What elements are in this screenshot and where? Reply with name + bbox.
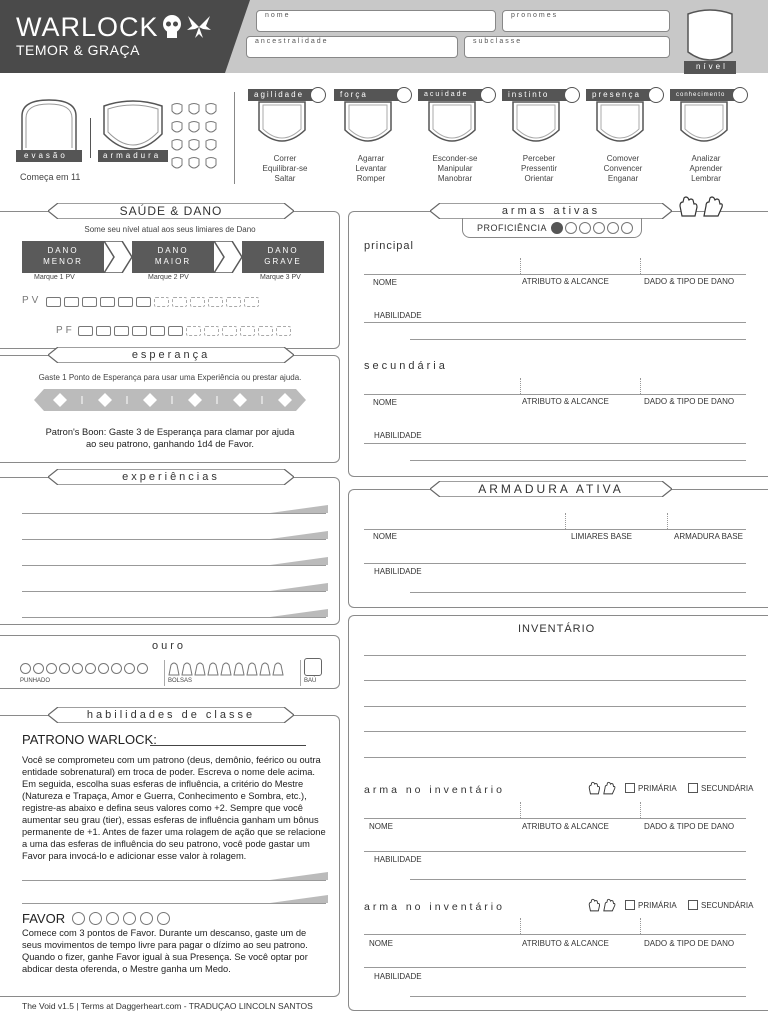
inv2-secondary-label: SECUNDÁRIA: [701, 901, 754, 910]
evasion-label: evasão: [24, 151, 68, 160]
trait-agility[interactable]: agilidade Correr Equilibrar-se Saltar: [246, 86, 330, 186]
inv2-feature-line-2[interactable]: [410, 996, 746, 997]
handful-track[interactable]: [20, 663, 148, 674]
title-block: [0, 0, 250, 73]
secondary-line[interactable]: [364, 394, 746, 395]
weapons-title: armas ativas: [501, 205, 601, 217]
gold-divider-1: [164, 660, 165, 686]
inv2-primary-label: PRIMÁRIA: [638, 901, 677, 910]
inventory-title: INVENTÁRIO: [518, 623, 596, 635]
trait-finesse[interactable]: acuidade Esconder-se Manipular Manobrar: [416, 86, 500, 186]
trait-knowledge[interactable]: conhecimento Analizar Aprender Lembrar: [668, 86, 758, 186]
inv1-secondary-checkbox[interactable]: [688, 783, 698, 793]
health-ribbon: [48, 203, 294, 219]
subclass-field[interactable]: subclasse: [464, 36, 670, 58]
trait-strength[interactable]: força Agarrar Levantar Romper: [332, 86, 416, 186]
patron-text: Você se comprometeu com um patrono (deus, demônio, feérico ou outra entidade sobrenatural) em troca de poder. Escreva o nome dele acima. Em seguida, escolha suas esferas de influência, a critério do Mestre (Natureza e Trapaça, Amor e Guerra, Conhecimento e Sombra, etc.), registre-as abaixo e defina seus valores como +2. Sempre que você aumentar seu grau (tier), essas esferas de influência ganham um bônus permanente de +1. Antes de fazer uma rolagem de ação que se relacione a uma das esferas de influência do seu patrono, você pode gastar um Favor para invocá-lo e adicionar esse valor à rolagem.: [22, 755, 326, 861]
patron-name-line[interactable]: [150, 745, 306, 746]
stress-track[interactable]: [78, 326, 291, 336]
mark-minor: Marque 1 PV: [34, 274, 75, 281]
inv1-line[interactable]: [364, 818, 746, 819]
health-note: Some seu nível atual aos seus limiares de Dano: [84, 225, 256, 234]
hands-icon: [588, 781, 616, 797]
skull-icon: [160, 14, 184, 40]
inv1-secondary-label: SECUNDÁRIA: [701, 784, 754, 793]
armor-feature-line-1[interactable]: [364, 563, 746, 564]
hp-label: PV: [22, 295, 42, 306]
traits-divider: [234, 92, 235, 184]
name-field[interactable]: nome: [256, 10, 496, 32]
hp-track[interactable]: [46, 297, 259, 307]
inv2-primary-checkbox[interactable]: [625, 900, 635, 910]
trait-presence[interactable]: presença Comover Convencer Enganar: [584, 86, 668, 186]
inv1-feature-line-2[interactable]: [410, 879, 746, 880]
handful-label: PUNHADO: [20, 678, 51, 684]
favor-track[interactable]: [72, 912, 170, 925]
hope-feature: Patron's Boon: Gaste 3 de Esperança para clamar por ajuda ao seu patrono, ganhando 1d4 de Favor.: [45, 427, 295, 449]
threshold-box-1[interactable]: [104, 241, 132, 273]
hands-icon: [678, 196, 724, 220]
inventory-line-1[interactable]: [364, 655, 746, 656]
inv1-primary-label: PRIMÁRIA: [638, 784, 677, 793]
armor-title: ARMADURA ATIVA: [478, 482, 624, 496]
class-features-ribbon: [48, 707, 294, 723]
armor-badge[interactable]: [98, 98, 168, 164]
mark-severe: Marque 3 PV: [260, 274, 301, 281]
secondary-label: secundária: [364, 360, 448, 372]
armor-ribbon: [430, 481, 672, 497]
trait-instinct[interactable]: instinto Perceber Pressentir Orientar: [500, 86, 584, 186]
evasion-badge[interactable]: [16, 98, 82, 164]
experiences-title: experiências: [122, 471, 220, 483]
armor-panel: [348, 489, 768, 608]
evasion-start-note: Começa em 11: [20, 172, 81, 182]
inventory-line-5[interactable]: [364, 757, 746, 758]
favor-text: Comece com 3 pontos de Favor. Durante um descanso, gaste um de seus movimentos de tempo livre para pagar o dízimo ao seu patrono. Quando o fizer, ganhe Favor igual à sua Presença. Se você optar por abdicar desta oferenda, o Mestre ganha um Medo.: [22, 928, 308, 974]
footer-credit: The Void v1.5 | Terms at Daggerheart.com - TRADUÇAO LINCOLN SANTOS: [22, 1001, 313, 1011]
primary-label: principal: [364, 240, 414, 252]
threshold-major[interactable]: DANO MAIOR: [132, 241, 214, 273]
stress-label: PF: [56, 325, 75, 336]
hope-track[interactable]: [34, 389, 306, 411]
class-title: WARLOCK: [16, 12, 159, 42]
level-label: nível: [696, 62, 728, 71]
mark-major: Marque 2 PV: [148, 274, 189, 281]
armor-line[interactable]: [364, 529, 746, 530]
inventory-weapon-2-label: arma no inventário: [364, 901, 505, 913]
patron-heading: PATRONO WARLOCK:: [22, 732, 157, 747]
wings-icon: [186, 14, 212, 40]
inv2-feature-line-1[interactable]: [364, 967, 746, 968]
armor-feature-line-2[interactable]: [410, 592, 746, 593]
inventory-weapon-1-label: arma no inventário: [364, 784, 505, 796]
primary-feature-line-2[interactable]: [410, 339, 746, 340]
ancestry-field[interactable]: ancestralidade: [246, 36, 458, 58]
hands-icon: [588, 898, 616, 914]
experiences-ribbon: [48, 469, 294, 485]
primary-feature-line-1[interactable]: [364, 322, 746, 323]
defense-divider: [90, 118, 91, 158]
inv1-primary-checkbox[interactable]: [625, 783, 635, 793]
favor-heading: FAVOR: [22, 911, 66, 926]
bags-label: BOLSAS: [168, 678, 193, 684]
secondary-feature-line-2[interactable]: [410, 460, 746, 461]
inv1-feature-line-1[interactable]: [364, 851, 746, 852]
primary-line[interactable]: [364, 274, 746, 275]
threshold-minor[interactable]: DANO MENOR: [22, 241, 104, 273]
class-subtitle: TEMOR & GRAÇA: [16, 42, 140, 58]
gold-title: ouro: [152, 640, 187, 652]
secondary-feature-line-1[interactable]: [364, 443, 746, 444]
health-title: SAÚDE & DANO: [119, 204, 223, 218]
threshold-severe[interactable]: DANO GRAVE: [242, 241, 324, 273]
chest-label: BAÚ: [304, 678, 317, 684]
class-features-title: habilidades de classe: [86, 709, 256, 721]
inv2-secondary-checkbox[interactable]: [688, 900, 698, 910]
armor-label: armadura: [103, 151, 162, 160]
hope-note: Gaste 1 Ponto de Esperança para usar uma Experiência ou prestar ajuda.: [38, 373, 302, 382]
level-badge[interactable]: [684, 6, 736, 74]
proficiency-bracket: [462, 218, 642, 238]
weapons-ribbon: [430, 203, 672, 219]
bag-track[interactable]: [168, 659, 294, 677]
gold-divider-2: [300, 660, 301, 686]
chest-box[interactable]: [304, 658, 322, 676]
sphere-modifiers[interactable]: [270, 872, 328, 906]
inventory-panel: [348, 615, 768, 1011]
inventory-line-3[interactable]: [364, 706, 746, 707]
threshold-box-2[interactable]: [214, 241, 242, 273]
hope-title: esperança: [131, 349, 211, 361]
inventory-line-4[interactable]: [364, 731, 746, 732]
experience-modifiers[interactable]: [270, 505, 328, 621]
proficiency-label: PROFICIÊNCIA: [477, 223, 548, 233]
inv2-line[interactable]: [364, 934, 746, 935]
hope-ribbon: [48, 347, 294, 363]
inventory-line-2[interactable]: [364, 680, 746, 681]
armor-slots[interactable]: [170, 101, 220, 173]
pronouns-field[interactable]: pronomes: [502, 10, 670, 32]
